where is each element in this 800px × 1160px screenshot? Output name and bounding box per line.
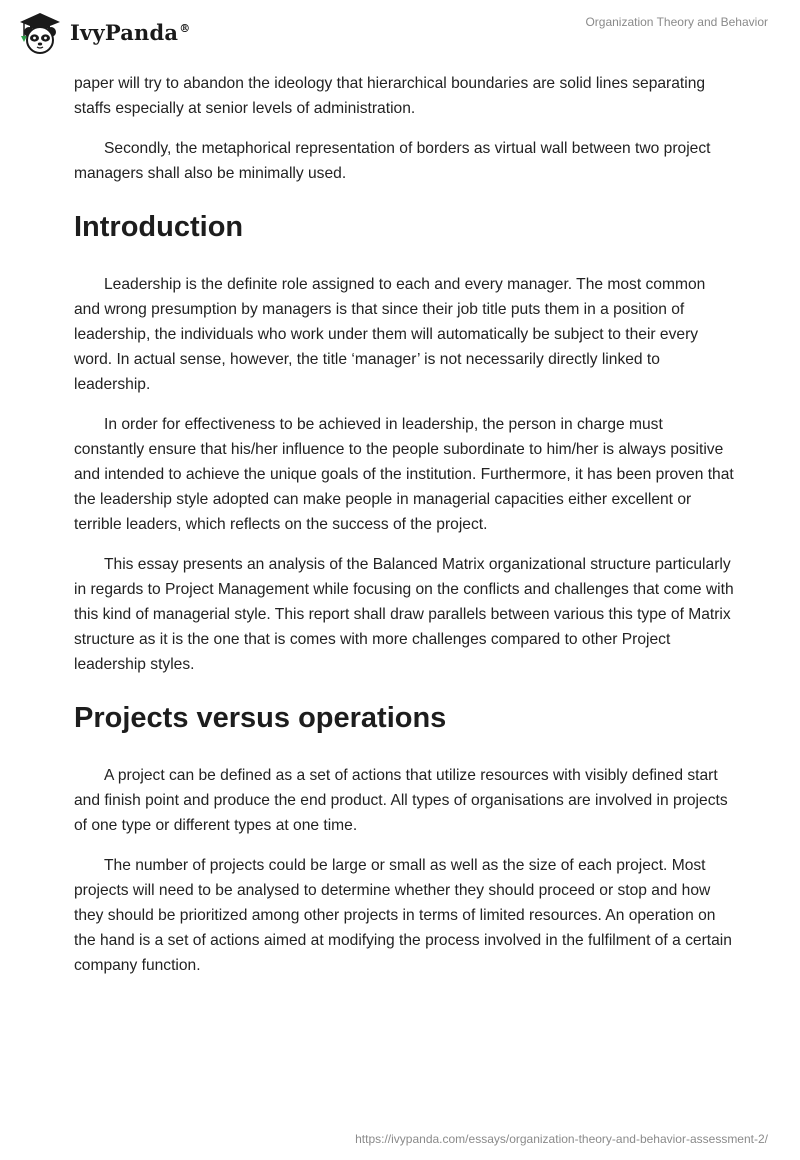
essay-body	[74, 71, 734, 993]
ivypanda-logo[interactable]	[16, 8, 190, 56]
page-header	[0, 0, 800, 66]
paragraph: A project can be defined as a set of actions that utilize resources with visibly defined start and finish point and produce the end product. All types of organisations are involved in projects of one type or different types at one time.	[74, 767, 728, 834]
paragraph: Secondly, the metaphorical representation of borders as virtual wall between two project managers shall also be minimally used.	[74, 140, 711, 182]
paragraph: This essay presents an analysis of the Balanced Matrix organizational structure particularly in regards to Project Management while focusing on the conflicts and challenges that come with this kind of managerial style. This report shall draw parallels between various this type of Matrix structure as it is the one that is comes with more challenges compared to other Project leadership styles.	[74, 556, 734, 673]
logo-wordmark: IvyPanda®	[70, 19, 191, 45]
paragraph: The number of projects could be large or small as well as the size of each project. Most projects will need to be analysed to determine whether they should proceed or stop and how they should be prioritized among other projects in terms of limited resources. An operation on the hand is a set of actions aimed at modifying the process involved in the fulfilment of a certain company function.	[74, 857, 732, 974]
document-title: Organization Theory and Behavior	[585, 15, 768, 29]
paragraph: Leadership is the definite role assigned to each and every manager. The most common and wrong presumption by managers is that since their job title puts them in a position of leadership, the individuals who work under them will automatically be subject to their every word. In actual sense, however, the title ‘manager’ is not necessarily directly linked to leadership.	[74, 276, 706, 393]
paragraph: paper will try to abandon the ideology that hierarchical boundaries are solid lines separating staffs especially at senior levels of administration.	[74, 75, 706, 117]
section-heading-projects-versus-operations: Projects versus operations	[74, 702, 447, 734]
section-heading-introduction: Introduction	[74, 211, 244, 243]
paragraph: In order for effectiveness to be achieved in leadership, the person in charge must constantly ensure that his/her influence to the people subordinate to him/her is always positive and intended to achieve the unique goals of the institution. Furthermore, it has been proven that the leadership style adopted can make people in managerial capacities either excellent or terrible leaders, which reflects on the success of the project.	[74, 416, 734, 533]
panda-graduate-icon	[16, 8, 64, 56]
source-url[interactable]: https://ivypanda.com/essays/organization-theory-and-behavior-assessment-2/	[355, 1132, 768, 1146]
